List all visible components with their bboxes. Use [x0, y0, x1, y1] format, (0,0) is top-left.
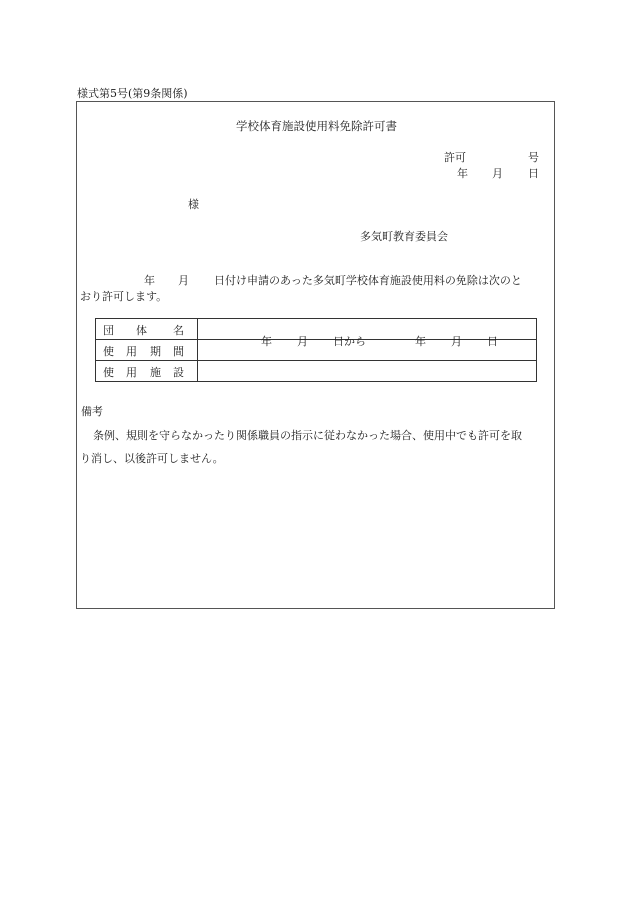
addressee-suffix: 様	[188, 198, 199, 211]
table-row	[96, 319, 537, 340]
remarks-text-line1: 条例、規則を守らなかったり関係職員の指示に従わなかった場合、使用中でも許可を取	[93, 429, 522, 442]
issue-date-day: 日	[528, 167, 539, 180]
facility-label: 使 用 施 設	[96, 361, 198, 382]
issue-date-year: 年	[457, 167, 468, 180]
body-text-line1: 日付け申請のあった多気町学校体育施設使用料の免除は次のと	[214, 274, 522, 287]
application-date-year: 年	[144, 274, 155, 287]
permit-number-suffix: 号	[528, 151, 539, 164]
period-value: 年 月 日から 年 月 日	[198, 340, 537, 361]
remarks-text-line2: り消し、以後許可しません。	[80, 452, 224, 465]
facility-value	[198, 361, 537, 382]
permit-number-label: 許可	[444, 151, 466, 164]
period-label: 使 用 期 間	[96, 340, 198, 361]
issue-date-month: 月	[492, 167, 503, 180]
document-title: 学校体育施設使用料免除許可書	[236, 119, 397, 133]
table-row	[96, 340, 537, 361]
application-date-month: 月	[178, 274, 189, 287]
org-name-label: 団 体 名	[96, 319, 198, 340]
permit-details-table	[95, 318, 537, 382]
form-number-label: 様式第5号(第9条関係)	[77, 87, 188, 100]
table-row	[96, 361, 537, 382]
issuer-name: 多気町教育委員会	[360, 230, 448, 243]
remarks-label: 備考	[81, 405, 103, 418]
org-name-value	[198, 319, 537, 340]
body-text-line2: おり許可します。	[80, 290, 168, 303]
